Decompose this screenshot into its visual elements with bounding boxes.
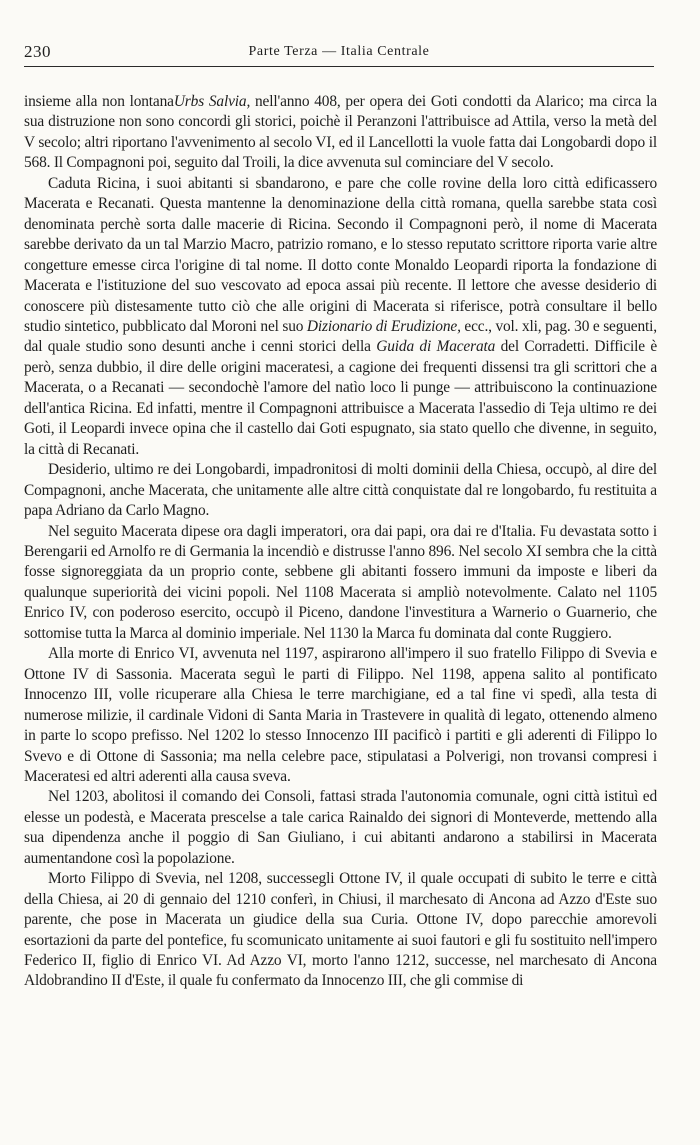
page-number: 230 bbox=[24, 42, 51, 61]
paragraph: Morto Filippo di Svevia, nel 1208, successegli Ottone IV, il quale occupati di subito le terre e città della Chiesa, ai 20 di gennaio del 1210 conferì, in Chiusi, il marchesato di Ancona ad Azzo d'Este suo parente, che pose in Macerata un giudice della sua Curia. Ottone IV, dopo parecchie amorevoli esortazioni da parte del pontefice, fu scomunicato unitamente ai suoi fautori e gli fu sostituito nell'impero Federico II, figlio di Enrico VI. Ad Azzo VI, morto l'anno 1212, successe, nel marchesato di Ancona Aldobrandino II d'Este, il quale fu confermato da Innocenzo III, che gli commise di bbox=[24, 870, 657, 990]
italic-term: Urbs Salvia, bbox=[173, 93, 251, 110]
body-text bbox=[24, 92, 657, 992]
paragraph: Desiderio, ultimo re dei Longobardi, impadronitosi di molti dominii della Chiesa, occupò, al dire del Compagnoni, anche Macerata, che unitamente alle altre città conquistate dal re longobardo, fu restituita a papa Adriano da Carlo Magno. bbox=[24, 461, 657, 520]
paragraph: Nel 1203, abolitosi il comando dei Consoli, fattasi strada l'autonomia comunale, ogni città istituì ed elesse un podestà, e Macerata prescelse a tale carica Rainaldo dei signori di Monteverde, mettendo alla sua dipendenza anche il poggio di San Giuliano, i cui abitanti andarono a stabilirsi in Macerata aumentandone così la popolazione. bbox=[24, 788, 657, 867]
paragraph: Caduta Ricina, i suoi abitanti si sbandarono, e pare che colle rovine della loro città edificassero Macerata e Recanati. Questa mantenne la denominazione della città romana, quella sarebbe stata così denominata perchè sorta dalle macerie di Ricina. Secondo il Compagnoni però, il nome di Macerata sarebbe derivato da un tal Marzio Macro, patrizio romano, e lo stesso reputato scrittore riporta varie altre congetture emesse circa l'origine di tal nome. Il dotto conte Monaldo Leopardi riporta la fondazione di Macerata e l'istituzione del suo vescovato ad epoca assai più recente. Il lettore che avesse desiderio di conoscere più distesamente tutto ciò che alle origini di Macerata si riferisce, potrà consultare il bello studio sintetico, pubblicato dal Moroni nel suo Dizionario di Erudizione, ecc., vol. xli, pag. 30 e seguenti, dal quale studio sono desunti anche i cenni storici della Guida di Macerata del Corradetti. Difficile è però, senza dubbio, il dire delle origini maceratesi, a cagione dei frequenti dissensi tra gli scrittori che a Macerata, o a Recanati — secondochè l'amore del natìo loco li punge — attribuiscono la continuazione dell'antica Ricina. Ed infatti, mentre il Compagnoni attribuisce a Macerata l'assedio di Teja ultimo re dei Goti, il Leopardi invece opina che il castello dai Goti espugnato, sia stato quello che divenne, in seguito, la città di Recanati. bbox=[24, 174, 658, 458]
paragraph: Nel seguito Macerata dipese ora dagli imperatori, ora dai papi, ora dai re d'Italia. Fu devastata sotto i Berengarii ed Arnolfo re di Germania la incendiò e distrusse l'anno 896. Nel secolo XI sembra che la città fosse signoreggiata da un proprio conte, sebbene gli abitanti fossero immuni da imposte e liberi da qualunque superiorità dei vicini popoli. Nel 1108 Macerata si ampliò notevolmente. Calato nel 1105 Enrico IV, con poderoso esercito, occupò il Piceno, dandone l'investitura a Warnerio o Guarnerio, che sottomise tutta la Marca al dominio imperiale. Nel 1130 la Marca fu dominata dal conte Ruggiero. bbox=[24, 522, 657, 642]
paragraph: insieme alla non lontanaUrbs Salvia, nell'anno 408, per opera dei Goti condotti da Alarico; ma circa la sua distruzione non sono concordi gli storici, poichè il Peranzoni l'attribuisce ad Attila, verso la metà del V secolo; altri riportano l'avvenimento al secolo VI, ed il Lancellotti la vuole fatta dai Longobardi dopo il 568. Il Compagnoni poi, seguito dal Troili, la dice avvenuta sul cominciare del V secolo. bbox=[24, 93, 657, 172]
paragraph: Alla morte di Enrico VI, avvenuta nel 1197, aspirarono all'impero il suo fratello Filippo di Svevia e Ottone IV di Sassonia. Macerata seguì le parti di Filippo. Nel 1198, appena salito al pontificato Innocenzo III, volle ricuperare alla Chiesa le terre marchigiane, ed a tal fine vi spedì, alla testa di numerose milizie, il cardinale Vidoni di Santa Maria in Trastevere in qualità di legato, ottenendo almeno in parte lo scopo prefisso. Nel 1202 lo stesso Innocenzo III pacificò i partiti e gli aderenti di Filippo lo Svevo e di Ottone di Sassonia; ma nella celebre pace, stipulatasi a Polverigi, non trovansi compresi i Maceratesi ed altri aderenti alla causa sveva. bbox=[24, 645, 657, 785]
page-header bbox=[24, 40, 654, 67]
running-title: Parte Terza — Italia Centrale bbox=[248, 44, 430, 59]
italic-term: Guida di Macerata bbox=[376, 338, 496, 356]
italic-term: Dizionario di Erudizione, bbox=[306, 317, 461, 335]
